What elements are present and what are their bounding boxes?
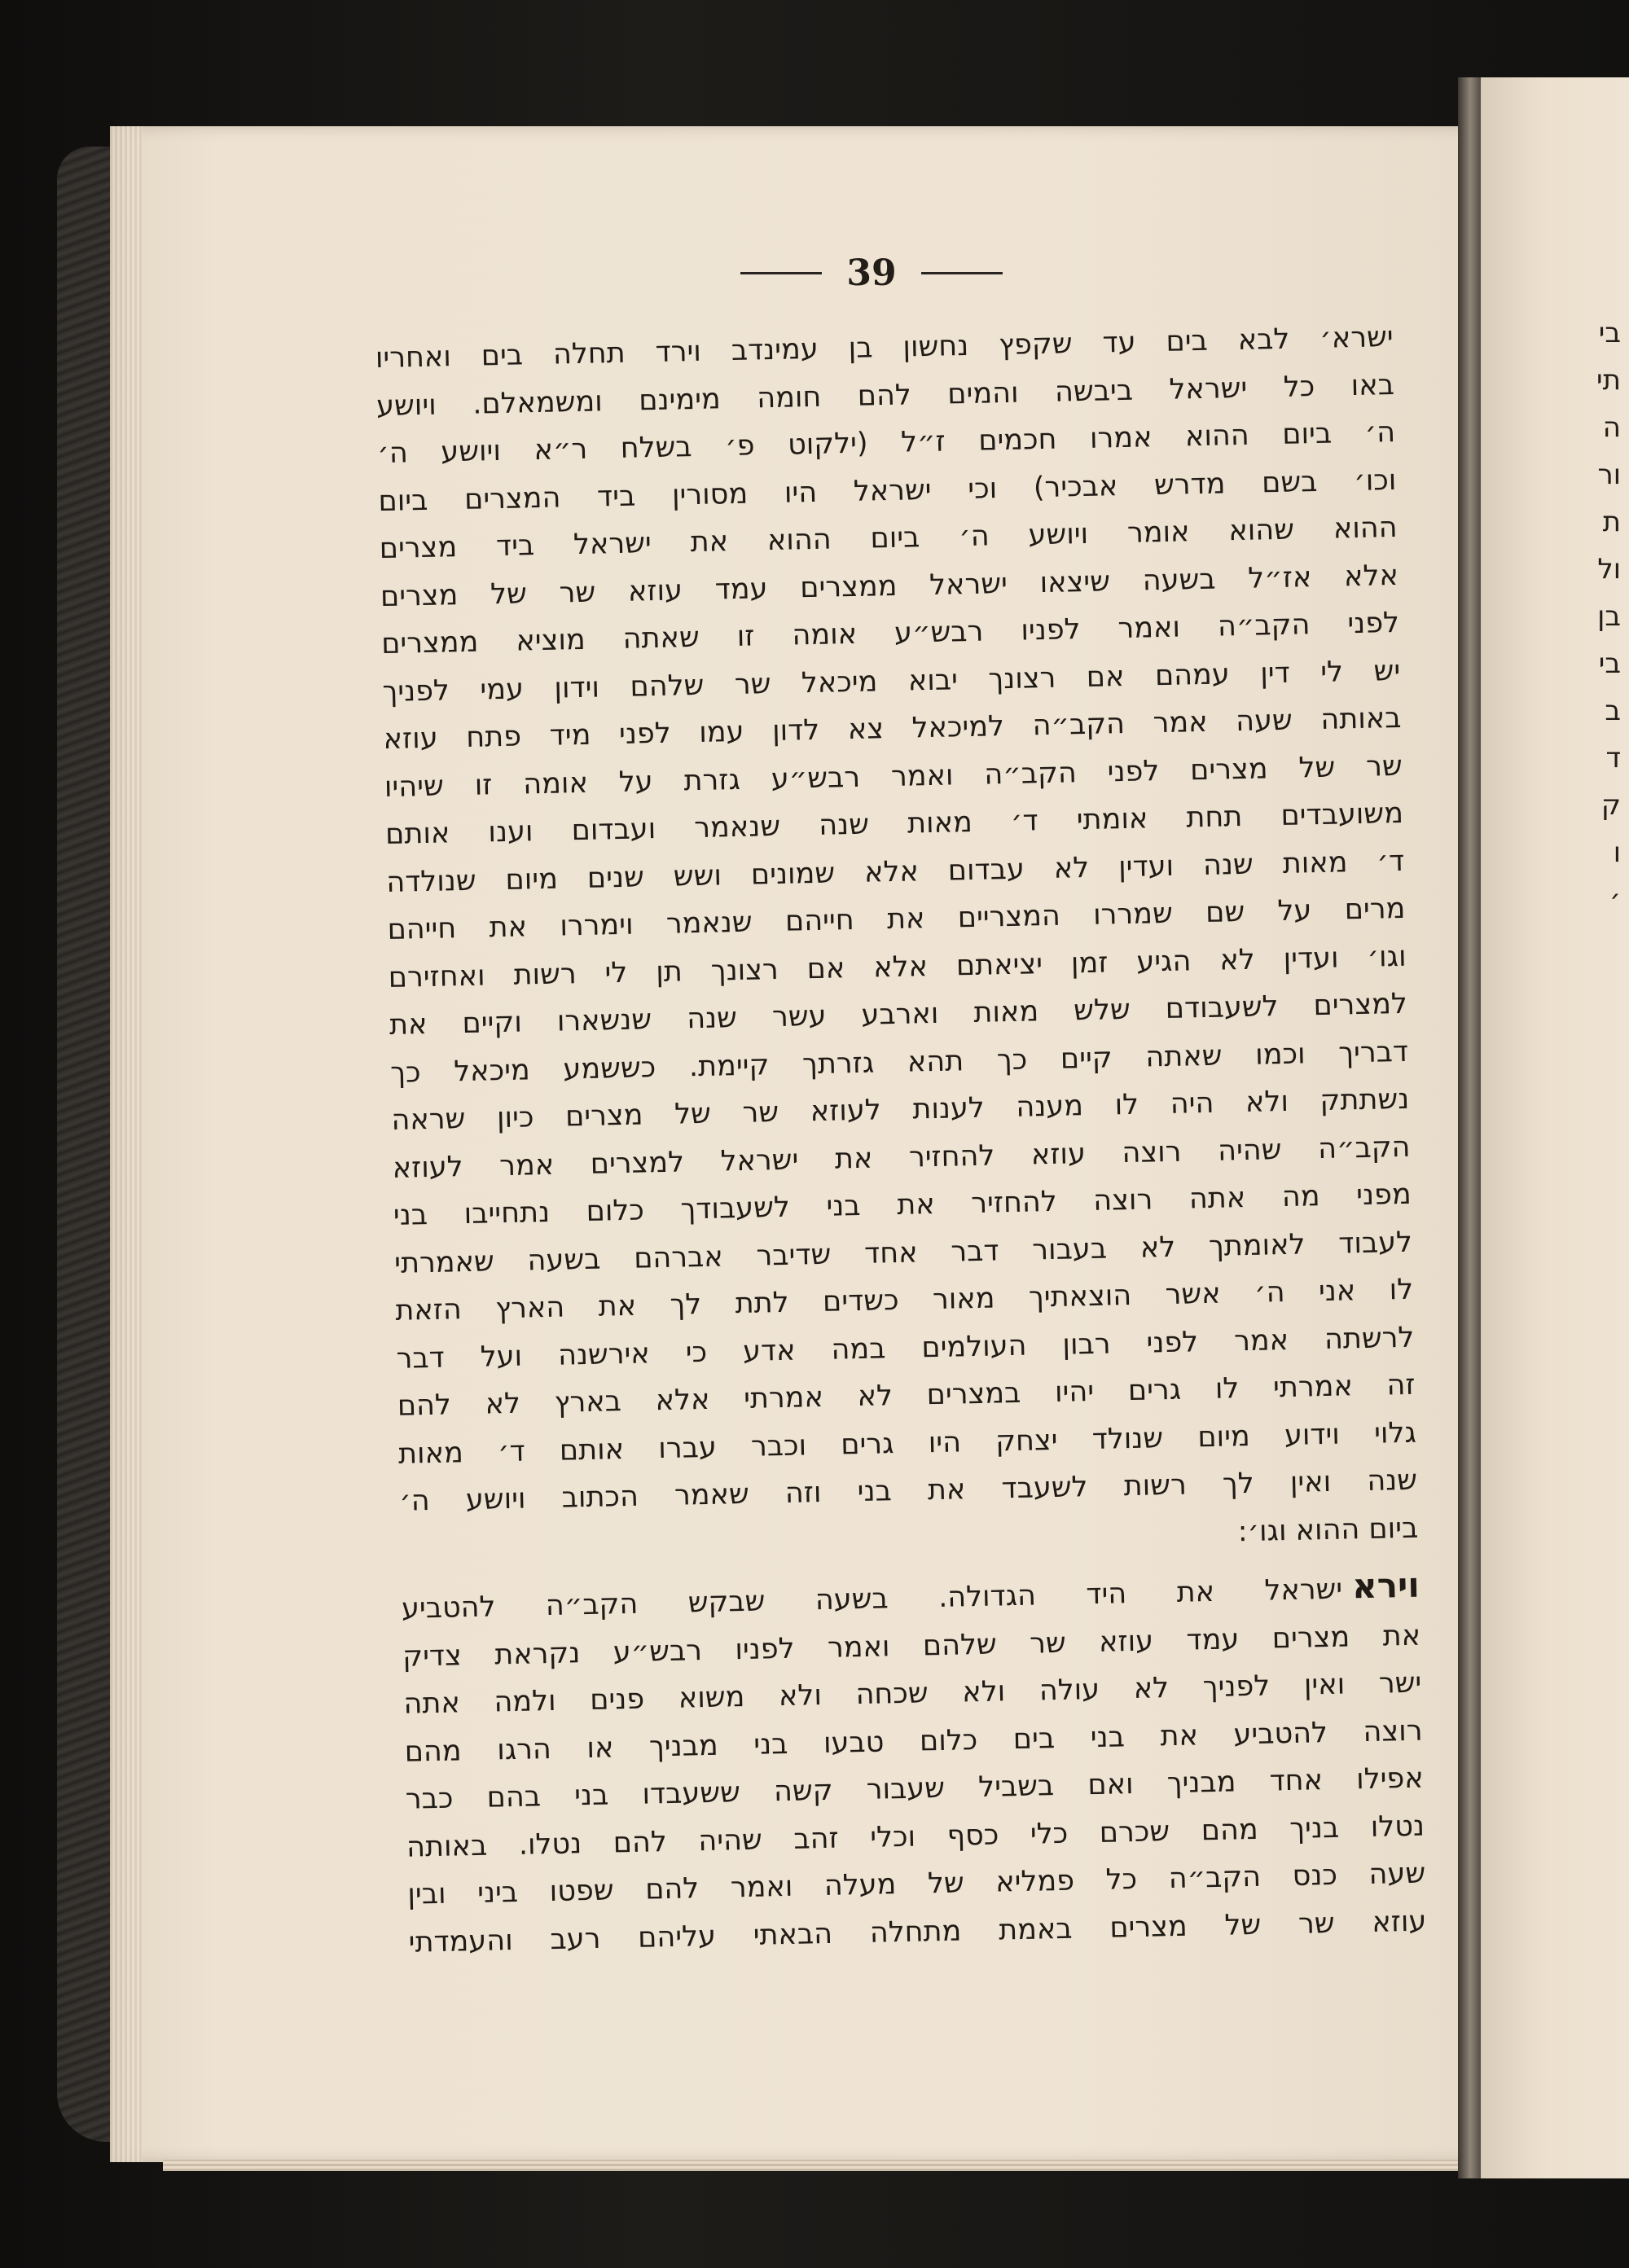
paragraph-lead-word: וירא (1351, 1564, 1420, 1607)
facing-page-fragment: ׳ (1609, 884, 1621, 916)
book-gutter (1458, 77, 1482, 2178)
facing-page-fragment: ול (1597, 553, 1621, 586)
text-line-content: משועבדים תחת אומתי ד׳ מאות שנה שנאמר ועבדום וענו אותם (384, 796, 1404, 852)
facing-page-fragment: ו (1613, 836, 1621, 869)
facing-page-fragment: בן (1597, 600, 1621, 633)
facing-page-fragment: ה (1602, 411, 1621, 444)
text-line-content: הקב״ה שהיה רוצה עוזא להחזיר את ישראל למצרים אמר לעוזא (392, 1130, 1411, 1185)
facing-page-fragment: ת (1602, 506, 1621, 538)
text-line-content: ישראל את היד הגדולה. בשעה שבקש הקב״ה להטביע (401, 1573, 1343, 1625)
text-line-content: גלוי וידוע מיום שנולד יצחק היו גרים וכבר עברו אותם ד׳ מאות (397, 1416, 1417, 1471)
text-line-content: רוצה להטביע את בני בים כלום טבעו בני מבניך או הרגו מהם (404, 1714, 1423, 1769)
text-line-content: דבריך וכמו שאתה קיים כך תהא גזרתך קיימת. כששמע מיכאל כך (389, 1035, 1409, 1090)
text-line-content: ה׳ ביום ההוא אמרו חכמים ז״ל (ילקוט פ׳ בשלח ר״א ויושע ה׳ (376, 415, 1396, 471)
text-line-content: לרשתה אמר לפני רבון העולמים במה אדע כי אירשנה ועל דבר (396, 1321, 1415, 1375)
text-line-content: לו אני ה׳ אשר הוצאתיך מאור כשדים לתת לך את הארץ הזאת (394, 1273, 1414, 1327)
text-line-content: למצרים לשעבודם שלש מאות וארבע עשר שנה שנשארו וקיים את (389, 987, 1408, 1042)
page-edge (163, 2160, 1458, 2171)
text-line-content: אלא אז״ל בשעה שיצאו ישראל ממצרים עמד עוזא שר של מצרים (380, 559, 1399, 613)
text-line-content: ביום ההוא וגו׳: (1237, 1511, 1419, 1548)
text-line-content: נטלו בניך מהם שכרם כלי כסף וכלי זהב שהיה להם נטלו. באותה (406, 1810, 1425, 1864)
text-line-content: את מצרים עמד עוזא שר שלהם ואמר לפניו רבש״ע נקראת צדיק (402, 1619, 1421, 1674)
text-line-content: עוזא שר של מצרים באמת מתחלה הבאתי עליהם רעב והעמדתי (408, 1905, 1427, 1959)
text-line-content: זה אמרתי לו גרים יהיו במצרים לא אמרתי אלא בארץ לא להם (397, 1368, 1416, 1423)
text-line-content: שנה ואין לך רשות לשעבד את בני וזה שאמר הכתוב ויושע ה׳ (398, 1463, 1418, 1518)
text-line-content: נשתתק ולא היה לו מענה לענות לעוזא שר של מצרים כיון שראה (391, 1082, 1410, 1137)
text-line-content: יש לי דין עמהם אם רצונך יבוא מיכאל שר שלהם וידון עמי לפניך (382, 654, 1401, 708)
main-text (375, 314, 1427, 1967)
text-line-content: לפני הקב״ה ואמר לפניו רבש״ע אומה זו שאתה מוציא ממצרים (380, 606, 1400, 661)
facing-page-fragment: ב (1605, 695, 1621, 727)
text-line-content: ישר ואין לפניך לא עולה ולא שכחה ולא משוא פנים ולמה אתה (403, 1666, 1422, 1721)
header-rule-left (740, 272, 822, 274)
text-line-content: וגו׳ ועדין לא הגיע זמן יציאתם אלא אם רצונך תן לי רשות ואחזירם (388, 940, 1407, 994)
facing-page-fragment: ור (1597, 458, 1621, 491)
text-line-content: וכו׳ בשם מדרש אבכיר) וכי ישראל היו מסורין ביד המצרים ביום (378, 463, 1397, 518)
text-line-content: ההוא שהוא אומר ויושע ה׳ ביום ההוא את ישראל ביד מצרים (379, 511, 1398, 566)
text-line-content: שר של מצרים לפני הקב״ה ואמר רבש״ע גזרת על אומה זו שיהיו (384, 749, 1403, 804)
facing-page-fragment: תי (1596, 364, 1621, 397)
facing-page-text (1572, 309, 1621, 923)
facing-page-fragment: בי (1598, 647, 1621, 680)
page-number: 39 (846, 252, 897, 294)
header-rule-right (921, 272, 1003, 274)
text-line-content: ישרא׳ לבא בים עד שקפץ נחשון בן עמינדב וירד תחלה בים ואחריו (375, 320, 1394, 375)
text-line-content: ד׳ מאות שנה ועדין לא עבדום אלא שמונים ושש שנים מיום שנולדה (385, 844, 1405, 899)
facing-page-fragment: ק (1600, 789, 1621, 822)
facing-page-fragment: ד (1605, 742, 1621, 774)
facing-page-fragment: בי (1598, 317, 1621, 349)
text-line-content: אפילו אחד מבניך ואם בשביל שעבור קשה ששעבדו בני בהם כבר (405, 1761, 1425, 1816)
text-line-content: באותה שעה אמר הקב״ה למיכאל צא לדון עמו לפני מיד פתח עוזא (383, 701, 1402, 757)
text-line-content: לעבוד לאומתך לא בעבור דבר אחד שדיבר אברהם בשעה שאמרתי (393, 1226, 1413, 1280)
page-header (717, 244, 1026, 301)
text-line-content: מפני מה אתה רוצה להחזיר את בני לשעבודך כלום נתחייבו בני (393, 1178, 1412, 1232)
text-line-content: באו כל ישראל ביבשה והמים להם חומה מימינם ומשמאלם. ויושע (375, 368, 1395, 423)
text-line-content: מרים על שם שמררו המצריים את חייהם שנאמר וימררו את חייהם (387, 892, 1406, 947)
text-line-content: שעה כנס הקב״ה כל פמליא של מעלה ואמר להם שפטו ביני ובין (406, 1857, 1426, 1911)
